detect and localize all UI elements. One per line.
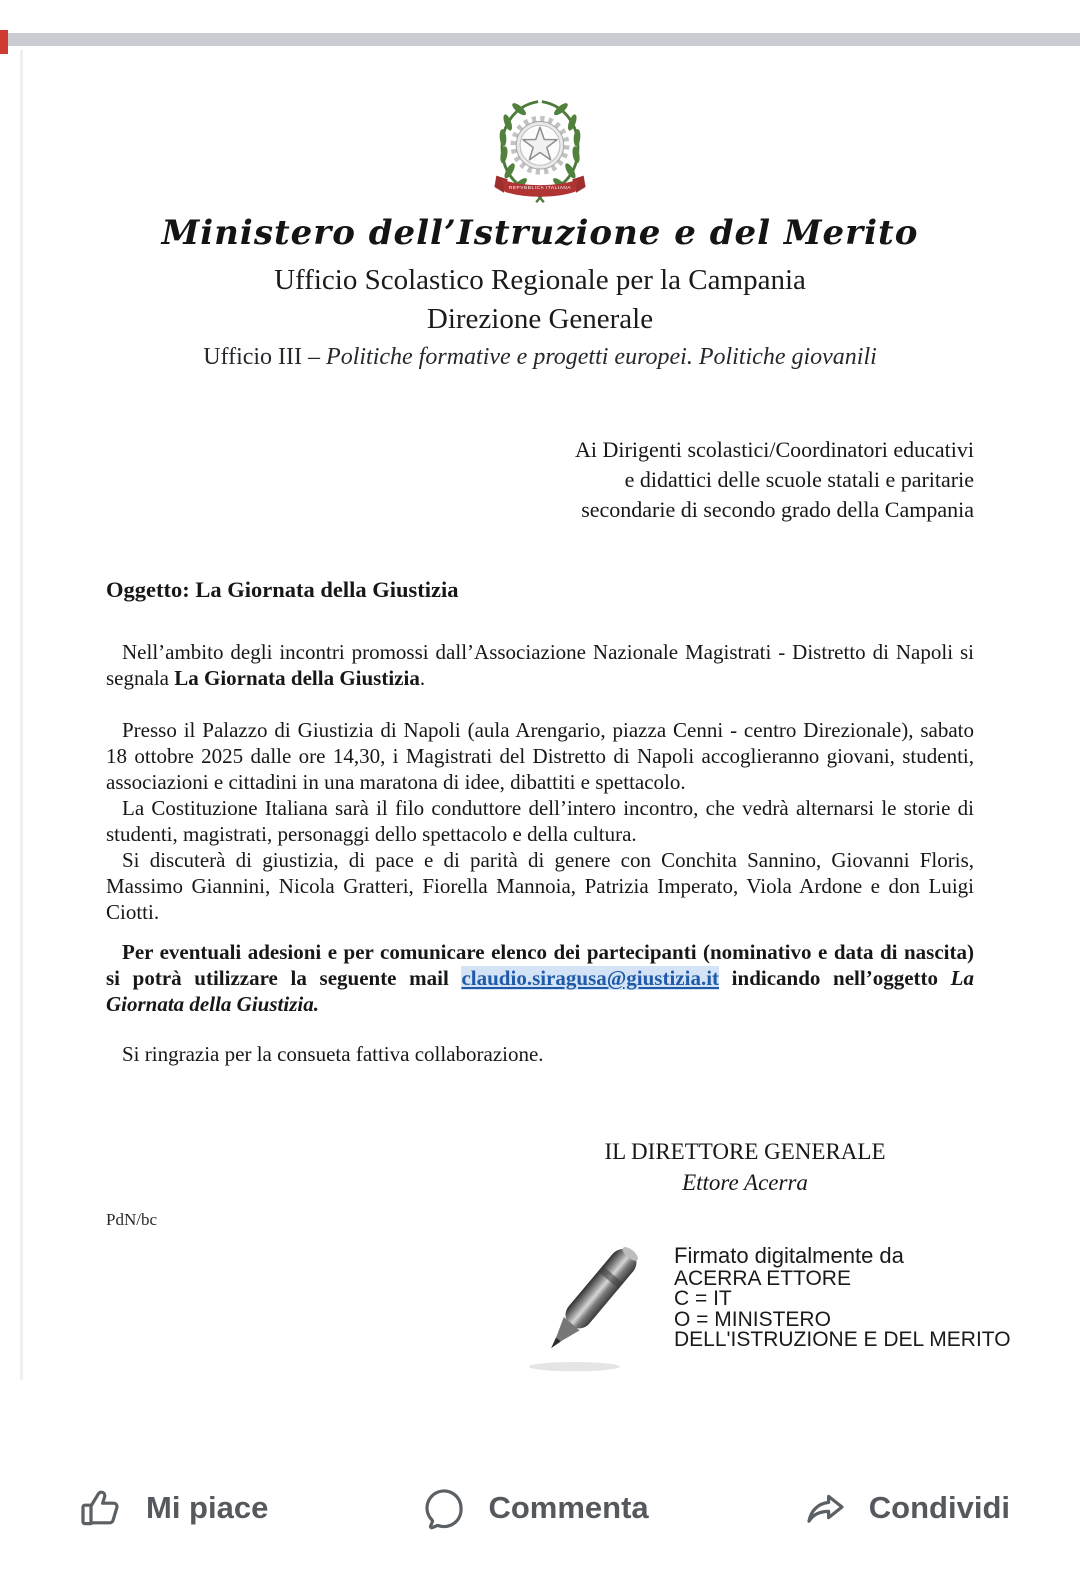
- paragraph-event-details: Presso il Palazzo di Giustizia di Napoli (aula Arengario, piazza Cenni - centro Direzionale), sabato 18 ottobre 2025 dalle ore 14,30, i Magistrati del Distretto di Napoli accoglieranno giovani, studenti, associazioni e cittadini in una maratona di idee, dibattiti e spettacolo.: [106, 718, 974, 794]
- comment-button[interactable]: [420, 1484, 648, 1532]
- italy-emblem-icon: [483, 94, 597, 206]
- digital-signature-pen-icon: [518, 1232, 668, 1377]
- letter-document: [0, 46, 1080, 1377]
- paragraph-intro: [106, 639, 974, 691]
- paragraph-registration: [106, 939, 974, 1017]
- signature-line-org2: DELL'ISTRUZIONE E DEL MERITO: [674, 1328, 1011, 1351]
- ministry-script-title: Ministero dell’Istruzione e del Merito: [161, 213, 919, 253]
- share-button[interactable]: [801, 1484, 1010, 1532]
- office-title: Ufficio Scolastico Regionale per la Campania: [274, 264, 806, 296]
- thumbs-up-icon: [78, 1484, 126, 1532]
- digital-signature-text: [674, 1243, 1011, 1351]
- share-icon: [801, 1484, 849, 1532]
- recipient-line: secondarie di secondo grado della Campania: [581, 497, 974, 522]
- signature-line-signed-by: Firmato digitalmente da: [674, 1243, 904, 1268]
- recipient-line: Ai Dirigenti scolastici/Coordinatori educativi: [575, 437, 974, 462]
- office-unit-description: Politiche formative e progetti europei. Politiche giovanili: [326, 344, 877, 370]
- registration-text: Per eventuali adesioni e per comunicare elenco dei partecipanti (nominativo e data di nascita) si potrà utilizzare la seguente mail: [106, 940, 974, 990]
- paragraph-constitution: La Costituzione Italiana sarà il filo conduttore dell’intero incontro, che vedrà alternarsi le storie di studenti, magistrati, personaggi dello spettacolo e della cultura.: [106, 796, 974, 846]
- office-subtitle: Direzione Generale: [426, 303, 654, 335]
- registration-text-mid: indicando nell’oggetto: [719, 966, 951, 990]
- director-name: Ettore Acerra: [682, 1170, 808, 1195]
- office-unit-prefix: Ufficio III –: [203, 344, 327, 370]
- like-button[interactable]: [78, 1484, 268, 1532]
- intro-event-name: La Giornata della Giustizia: [174, 666, 420, 690]
- signature-line-org: O = MINISTERO: [674, 1307, 831, 1331]
- reference-initials: PdN/bc: [106, 1210, 157, 1229]
- signature-line-name: ACERRA ETTORE: [674, 1266, 851, 1290]
- emblem-ribbon-text: REPVBBLICA ITALIANA: [508, 185, 572, 191]
- share-label: Condividi: [868, 1490, 1010, 1525]
- recipient-line: e didattici delle scuole statali e paritarie: [624, 467, 974, 492]
- registration-event-name: La Giornata della Giustizia.: [106, 966, 974, 1016]
- top-gray-band: [0, 33, 1080, 46]
- digital-signature-block: [518, 1232, 1080, 1377]
- office-unit-line: [0, 344, 1080, 371]
- comment-label: Commenta: [488, 1490, 649, 1525]
- comment-icon: [420, 1484, 468, 1532]
- emblem-container: [0, 94, 1080, 211]
- social-action-bar: [0, 1440, 1080, 1576]
- like-label: Mi piace: [146, 1490, 269, 1525]
- intro-text: Nell’ambito degli incontri promossi dall’Associazione Nazionale Magistrati - Distretto di Napoli si segnala: [106, 640, 974, 690]
- paragraph-thanks: Si ringrazia per la consueta fattiva collaborazione.: [122, 1042, 544, 1066]
- paragraph-guests: Si discuterà di giustizia, di pace e di parità di genere con Conchita Sannino, Giovanni Floris, Massimo Giannini, Nicola Gratteri, Fiorella Mannoia, Patrizia Imperato, Viola Ardone e don Luigi Ciotti.: [106, 848, 974, 924]
- signature-line-country: C = IT: [674, 1287, 732, 1310]
- recipient-block: [0, 435, 974, 525]
- email-link[interactable]: claudio.siragusa@giustizia.it: [461, 966, 720, 990]
- director-title: IL DIRETTORE GENERALE: [604, 1139, 886, 1164]
- subject-line: Oggetto: La Giornata della Giustizia: [106, 577, 459, 602]
- intro-period: .: [419, 666, 426, 690]
- signoff-block: [540, 1139, 950, 1196]
